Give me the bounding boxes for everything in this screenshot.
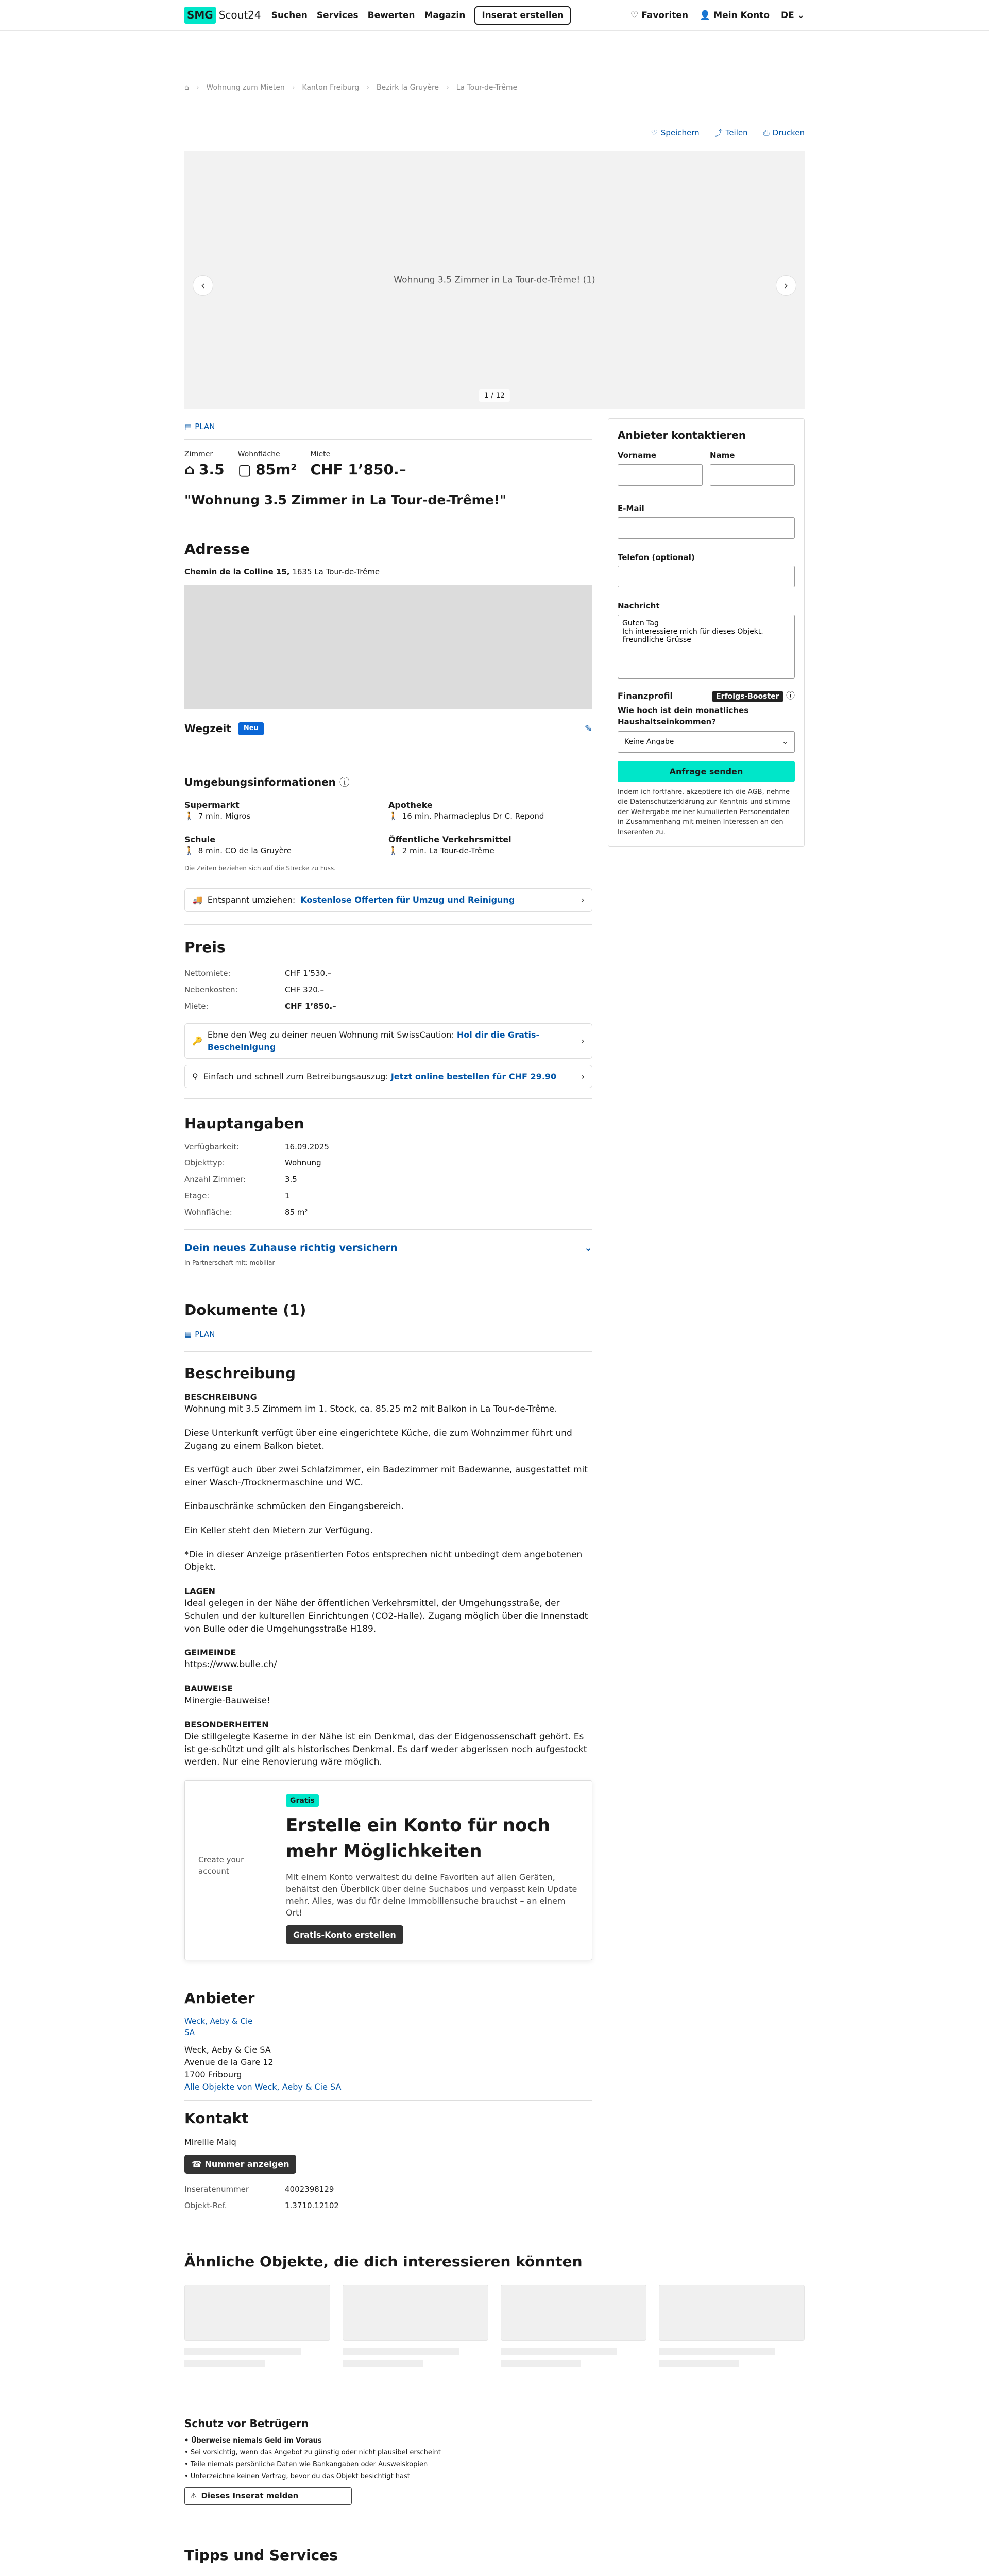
environment-note: Die Zeiten beziehen sich auf die Strecke zu Fuss. — [184, 865, 336, 872]
report-listing-button[interactable]: ⚠ Dieses Inserat melden — [184, 2487, 352, 2505]
share-icon: ⤴ — [714, 128, 723, 138]
chevron-down-icon: ⌄ — [584, 1242, 592, 1254]
success-booster-badge: Erfolgs-Booster — [712, 691, 783, 702]
map[interactable] — [184, 585, 592, 709]
mobiliar-logo: mobiliar — [249, 1259, 275, 1266]
edit-icon[interactable]: ✎ — [584, 723, 592, 734]
document-plan-link[interactable]: ▤ PLAN — [184, 1329, 215, 1341]
document-icon: ▤ — [184, 1329, 192, 1339]
contact-person: Mireille Maiq — [184, 2137, 236, 2147]
swisscaution-promo[interactable]: 🔑 Ebne den Weg zu deiner neuen Wohnung mit SwissCaution: Hol dir die Gratis-Bescheinigung › — [184, 1023, 592, 1058]
nav-magazine[interactable]: Magazin — [424, 10, 466, 21]
moving-promo[interactable]: 🚚 Entspannt umziehen: Kostenlose Offerten für Umzug und Reinigung › — [184, 888, 592, 911]
free-badge: Gratis — [286, 1794, 319, 1807]
account-link[interactable]: 👤 Mein Konto — [700, 9, 770, 22]
language-selector[interactable]: DE ⌄ — [781, 9, 805, 22]
create-free-account-button[interactable]: Gratis-Konto erstellen — [286, 1925, 403, 1944]
email-input[interactable] — [618, 517, 795, 539]
similar-card-placeholder[interactable] — [184, 2285, 330, 2367]
main-info-heading: Hauptangaben — [184, 1114, 304, 1132]
provider-heading: Anbieter — [184, 1989, 255, 2007]
breadcrumb: ⌂ › Wohnung zum Mieten › Kanton Freiburg › Bezirk la Gruyère › La Tour-de-Trême — [184, 82, 517, 93]
nav-search[interactable]: Suchen — [271, 10, 308, 21]
plan-link[interactable]: ▤ PLAN — [184, 421, 215, 433]
contact-heading: Kontakt — [184, 2109, 249, 2127]
contact-form-heading: Anbieter kontaktieren — [618, 429, 746, 442]
info-icon[interactable]: ⓘ — [339, 776, 350, 789]
create-account-image: Create your account — [198, 1855, 244, 1876]
info-icon[interactable]: ⓘ — [786, 690, 795, 701]
gallery-image-alt: Wohnung 3.5 Zimmer in La Tour-de-Trême! (1) — [394, 275, 595, 285]
favorites-link[interactable]: ♡ Favoriten — [630, 9, 688, 22]
alert-icon: ⚠ — [190, 2491, 197, 2501]
walk-icon: 🚶 — [388, 846, 398, 856]
travel-time: Wegzeit Neu ✎ — [184, 722, 592, 735]
chevron-down-icon: ⌄ — [797, 10, 805, 21]
contact-form: Anbieter kontaktieren Vorname Name E-Mail Telefon (optional) Nachricht Guten Tag Ich interessiere mich für dieses Objekt. Freundliche Grüsse Finanzprofil Erfolgs-Booster ⓘ Wie hoch ist dein monatliches Haushaltseinkommen? Keine Angabe ⌄ Anfrage senden Indem ich fortfahre, akzeptiere ich die AGB, nehme die Datenschutzerklärung zur Kenntnis und stimme der Weitergabe meiner kumulierten Personendaten in Zusammenhang mit meinen Interessen an den Inserenten zu. — [608, 418, 805, 847]
chevron-left-icon: ‹ — [201, 279, 205, 292]
site-logo[interactable]: SMG Scout24 — [184, 7, 261, 24]
price-heading: Preis — [184, 938, 226, 956]
top-navigation — [0, 0, 989, 31]
provider-address: Weck, Aeby & Cie SA Avenue de la Gare 12 1700 Fribourg Alle Objekte von Weck, Aeby & Cie SA — [184, 2044, 342, 2092]
services-heading: Tipps und Services — [184, 2547, 338, 2564]
address-heading: Adresse — [184, 540, 250, 557]
income-select[interactable]: Keine Angabe ⌄ — [618, 731, 795, 753]
similar-listings — [184, 2285, 805, 2367]
similar-heading: Ähnliche Objekte, die dich interessieren könnten — [184, 2253, 583, 2270]
phone-icon: ☎ — [192, 2159, 205, 2169]
provider-all-objects-link[interactable]: Alle Objekte von Weck, Aeby & Cie SA — [184, 2081, 342, 2092]
gallery-counter: 1 / 12 — [479, 389, 510, 402]
debt-extract-promo[interactable]: ⚲ Einfach und schnell zum Betreibungsauszug: Jetzt online bestellen für CHF 29.90 › — [184, 1065, 592, 1088]
breadcrumb-item: La Tour-de-Trême — [456, 83, 518, 92]
provider-logo[interactable]: Weck, Aeby & Cie SA — [184, 2016, 253, 2038]
heart-icon: ♡ — [630, 10, 639, 21]
home-icon[interactable]: ⌂ — [184, 83, 189, 92]
similar-card-placeholder[interactable] — [659, 2285, 805, 2367]
similar-card-placeholder[interactable] — [501, 2285, 646, 2367]
key-icon: 🔑 — [192, 1036, 202, 1046]
badge-icon: ⚲ — [192, 1071, 198, 1081]
show-number-button[interactable]: ☎ Nummer anzeigen — [184, 2155, 296, 2174]
nav-rate[interactable]: Bewerten — [367, 10, 415, 21]
breadcrumb-item[interactable]: Wohnung zum Mieten — [206, 83, 285, 92]
environment-heading: Umgebungsinformationen ⓘ — [184, 776, 350, 789]
breadcrumb-item[interactable]: Bezirk la Gruyère — [376, 83, 439, 92]
first-name-input[interactable] — [618, 464, 703, 486]
rooms-value: 3.5 — [199, 461, 225, 478]
print-icon: ⎙ — [763, 128, 770, 138]
documents-heading: Dokumente (1) — [184, 1301, 306, 1319]
chevron-right-icon: › — [784, 279, 788, 292]
listing-title: "Wohnung 3.5 Zimmer in La Tour-de-Trême!" — [184, 492, 507, 507]
send-request-button[interactable]: Anfrage senden — [618, 761, 795, 782]
new-badge: Neu — [238, 722, 264, 735]
gallery-next-button[interactable] — [776, 275, 796, 296]
account-card-title: Erstelle ein Konto für noch mehr Möglichkeiten — [286, 1815, 550, 1861]
fraud-tips: • Überweise niemals Geld im Voraus • Sei vorsichtig, wenn das Angebot zu günstig oder nicht plausibel erscheint • Teile niemals persönliche Daten wie Bankangaben oder Ausweiskopien • Unterzeichne keinen Vertrag, bevor du das Objekt besichtigt hast — [184, 2436, 805, 2481]
area-value: 85m² — [255, 461, 297, 478]
similar-card-placeholder[interactable] — [343, 2285, 488, 2367]
description-text: BESCHREIBUNG Wohnung mit 3.5 Zimmern im 1. Stock, ca. 85.25 m2 mit Balkon in La Tour-de-Trême. Diese Unterkunft verfügt über eine eingerichtete Küche, die zum Wohnzimmer führt und Zugang zu einem Balkon bietet. Es verfügt auch über zwei Schlafzimmer, ein Badezimmer mit Badewanne, ausgestattet mit einer Wasch-/Trocknermaschine und WC. Einbauschränke schmücken den Eingangsbereich. Ein Keller steht den Mietern zur Verfügung. *Die in dieser Anzeige präsentierten Fotos entsprechen nicht unbedingt dem angebotenen Objekt. LAGEN Ideal gelegen in der Nähe der öffentlichen Verkehrsmittel, der Umgehungsstraße, der Schulen und der kulturellen Einrichtungen (CO2-Halle). Zugang möglich über die Innenstadt von Bulle oder die Umgehungsstraße H189. GEIMEINDE https://www.bulle.ch/ BAUWEISE Minergie-Bauweise! BESONDERHEITEN Die stillgelegte Kaserne in der Nähe ist ein Denkmal, das der Eidgenossenschaft gehört. Es ist ge-schützt und gilt als historisches Denkmal. Es darf weder abgerissen noch aufgestockt werden. Nur eine Renovierung wäre möglich. — [184, 1392, 588, 1768]
address-line: Chemin de la Colline 15, 1635 La Tour-de-Trême — [184, 567, 380, 577]
chevron-right-icon: › — [581, 1036, 585, 1046]
image-gallery[interactable] — [184, 151, 805, 409]
fraud-heading: Schutz vor Betrügern — [184, 2417, 309, 2430]
walk-icon: 🚶 — [388, 811, 398, 821]
create-account-card: Create your account Gratis Erstelle ein Konto für noch mehr Möglichkeiten Mit einem Konto verwaltest du deine Favoriten auf allen Geräten, behältst den Überblick über deine Suchabos und verpasst kein Update mehr. Alles, was du für deine Immobiliensuche brauchst – an einem Ort! Gratis-Konto erstellen — [184, 1780, 592, 1960]
truck-icon: 🚚 — [192, 895, 202, 905]
walk-icon: 🚶 — [184, 846, 194, 856]
key-facts: Zimmer ⌂ 3.5 Wohnfläche ▢ 85m² Miete CHF 1’850.– — [184, 449, 592, 481]
insurance-partner: In Partnerschaft mit: mobiliar — [184, 1259, 275, 1266]
house-icon: ⌂ — [184, 461, 195, 478]
legal-notice: Indem ich fortfahre, akzeptiere ich die AGB, nehme die Datenschutzerklärung zur Kenntnis und stimme der Weitergabe meiner kumulierten Personendaten in Zusammenhang mit meinen Interessen an den Inserenten zu. — [618, 788, 790, 836]
rent-value: CHF 1’850.– — [310, 461, 406, 478]
breadcrumb-item[interactable]: Kanton Freiburg — [302, 83, 360, 92]
print-button[interactable]: ⎙ Drucken — [763, 128, 805, 139]
insurance-accordion[interactable]: Dein neues Zuhause richtig versichern ⌄ — [184, 1241, 592, 1256]
message-textarea[interactable] — [618, 615, 795, 679]
chevron-right-icon: › — [581, 895, 585, 905]
chevron-right-icon: › — [581, 1071, 585, 1081]
description-heading: Beschreibung — [184, 1364, 296, 1382]
user-icon: 👤 — [700, 10, 711, 21]
heart-icon: ♡ — [651, 128, 658, 138]
chevron-down-icon: ⌄ — [782, 737, 788, 746]
save-button[interactable]: ♡ Speichern — [651, 128, 699, 139]
document-icon: ▤ — [184, 422, 192, 431]
walk-icon: 🚶 — [184, 811, 194, 821]
nav-services[interactable]: Services — [316, 10, 359, 21]
share-button[interactable]: ⤴ Teilen — [715, 128, 748, 139]
last-name-input[interactable] — [710, 464, 795, 486]
gallery-prev-button[interactable] — [193, 275, 213, 296]
phone-input[interactable] — [618, 566, 795, 587]
create-listing-button[interactable]: Inserat erstellen — [474, 6, 571, 25]
area-icon: ▢ — [237, 461, 252, 478]
